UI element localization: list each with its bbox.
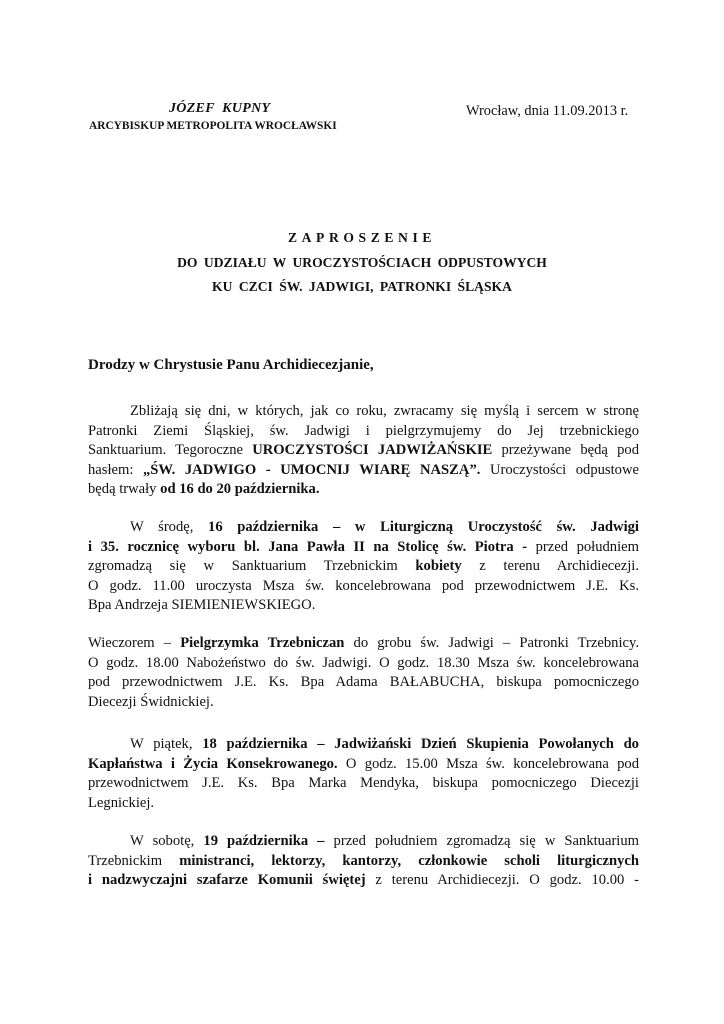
paragraph-line: O godz. 11.00 uroczysta Msza św. koncelebrowana pod przewodnictwem J.E. Ks. xyxy=(88,577,639,594)
paragraph-line: Wieczorem – Pielgrzymka Trzebniczan do grobu św. Jadwigi – Patronki Trzebnicy. xyxy=(88,635,639,651)
paragraph-line: zgromadzą się w Sanktuarium Trzebnickim kobiety z terenu Archidiecezji. xyxy=(88,558,639,574)
paragraph-line: hasłem: „ŚW. JADWIGO - UMOCNIJ WIARĘ NASZĄ”. Uroczystości odpustowe xyxy=(88,461,639,478)
paragraph-line: O godz. 18.00 Nabożeństwo do św. Jadwigi. O godz. 18.30 Msza św. koncelebrowana xyxy=(88,654,639,671)
paragraph-line: pod przewodnictwem J.E. Ks. Bpa Adama BAŁABUCHA, biskupa pomocniczego xyxy=(88,674,639,690)
paragraph-line: Trzebnickim ministranci, lektorzy, kantorzy, członkowie scholi liturgicznych xyxy=(88,852,639,869)
date-range: od 16 do 20 października. xyxy=(160,481,320,497)
paragraph-line: Kapłaństwa i Życia Konsekrowanego. O godz. 15.00 Msza św. koncelebrowana pod xyxy=(88,755,639,772)
author-title: ARCYBISKUP METROPOLITA WROCŁAWSKI xyxy=(89,120,337,132)
paragraph-5 xyxy=(88,832,639,891)
paragraph-line: Bpa Andrzeja SIEMIENIEWSKIEGO. xyxy=(88,597,316,613)
motto: „ŚW. JADWIGO - UMOCNIJ WIARĘ NASZĄ”. xyxy=(142,461,481,478)
paragraph-line: Zbliżają się dni, w których, jak co roku, zwracamy się myślą i sercem w stronę xyxy=(130,403,639,419)
paragraph-2 xyxy=(88,518,639,616)
paragraph-line: Patronki Ziemi Śląskiej, św. Jadwigi i pielgrzymujemy do Jej trzebnickiego xyxy=(88,422,639,439)
paragraph-line: Diecezji Świdnickiej. xyxy=(88,693,214,710)
document-title: ZAPROSZENIE xyxy=(287,230,437,245)
document-subtitle-1: DO UDZIAŁU W UROCZYSTOŚCIACH ODPUSTOWYCH xyxy=(177,255,547,270)
paragraph-line: Legnickiej. xyxy=(88,794,155,811)
paragraph-4 xyxy=(88,735,639,813)
paragraph-line: Sanktuarium. Tegoroczne UROCZYSTOŚCI JADWIŻAŃSKIE przeżywane będą pod xyxy=(88,442,639,458)
greeting: Drodzy w Chrystusie Panu Archidiecezjanie, xyxy=(88,357,374,373)
author-name: JÓZEF KUPNY xyxy=(169,101,271,116)
paragraph-3 xyxy=(88,634,639,712)
paragraph-line: będą trwały od 16 do 20 października. xyxy=(88,481,320,497)
paragraph-line: przewodnictwem J.E. Ks. Bpa Marka Mendyka, biskupa pomocniczego Diecezji xyxy=(88,775,639,791)
document-subtitle-2: KU CZCI ŚW. JADWIGI, PATRONKI ŚLĄSKA xyxy=(212,279,512,294)
paragraph-line: i 35. rocznicę wyboru bl. Jana Pawła II na Stolicę św. Piotra - przed południem xyxy=(88,538,639,555)
paragraph-line: W środę, 16 października – w Liturgiczną Uroczystość św. Jadwigi xyxy=(130,519,639,535)
paragraph-line: W sobotę, 19 października – przed południem zgromadzą się w Sanktuarium xyxy=(130,833,640,849)
paragraph-1 xyxy=(88,402,639,500)
place-date: Wrocław, dnia 11.09.2013 r. xyxy=(466,103,629,119)
paragraph-line: W piątek, 18 października – Jadwiżański Dzień Skupienia Powołanych do xyxy=(130,736,639,752)
paragraph-line: i nadzwyczajni szafarze Komunii świętej z terenu Archidiecezji. O godz. 10.00 - xyxy=(88,872,639,888)
celebration-name: UROCZYSTOŚCI JADWIŻAŃSKIE xyxy=(252,442,493,458)
